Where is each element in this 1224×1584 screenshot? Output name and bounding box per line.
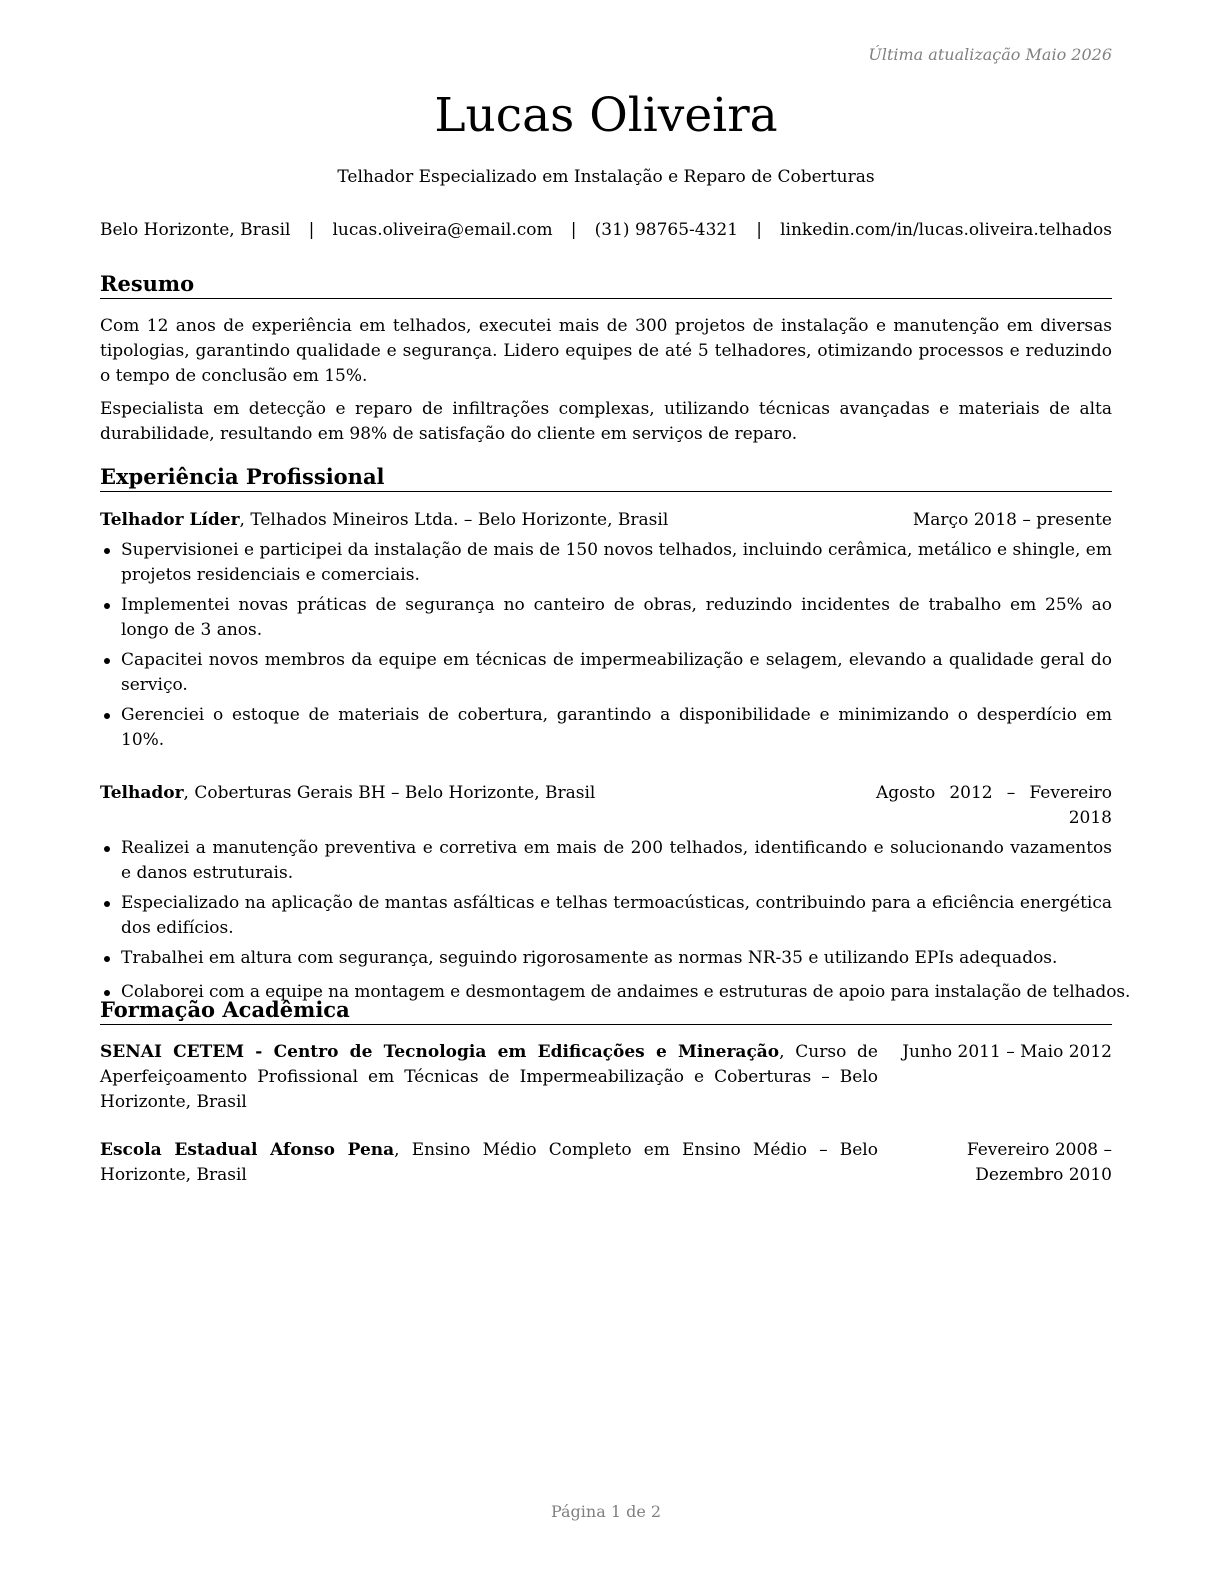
contact-phone: (31) 98765-4321: [594, 220, 739, 240]
list-item: Realizei a manutenção preventiva e corretiva em mais de 200 telhados, identificando e solucionando vazamentos e danos estruturais.: [100, 836, 1112, 886]
resume-page: [100, 0, 1131, 1584]
education-detail: , Curso de Aperfeiçoamento Profissional em Técnicas de Impermeabilização e Coberturas – Belo Horizonte, Brasil: [100, 1042, 878, 1112]
summary-section: [100, 270, 1112, 447]
job-entry: [100, 508, 1112, 753]
section-title-education: Formação Acadêmica: [100, 996, 1112, 1025]
job-bullets: [100, 836, 1131, 1005]
experience-section: [100, 463, 1131, 1005]
education-dates: Fevereiro 2008 – Dezembro 2010: [966, 1140, 1112, 1185]
education-text: [100, 1138, 878, 1188]
job-company: , Telhados Mineiros Ltda. – Belo Horizonte, Brasil: [239, 510, 669, 530]
list-item: Especializado na aplicação de mantas asfálticas e telhas termoacústicas, contribuindo para a eficiência energética dos edifícios.: [100, 891, 1112, 941]
job-role: Telhador Líder: [100, 510, 240, 530]
bullet-icon: [104, 603, 110, 609]
bullet-icon: [104, 956, 110, 962]
contact-linkedin[interactable]: linkedin.com/in/lucas.oliveira.telhados: [780, 220, 1112, 240]
contact-separator: |: [756, 220, 762, 240]
bullet-icon: [104, 658, 110, 664]
education-section: [100, 996, 1112, 1188]
summary-paragraph: Com 12 anos de experiência em telhados, executei mais de 300 projetos de instalação e manutenção em diversas tipologias, garantindo qualidade e segurança. Lidero equipes de até 5 telhadores, otimizando processos e reduzindo o tempo de conclusão em 15%.: [100, 316, 1112, 386]
contact-separator: |: [570, 220, 577, 240]
education-detail: , Ensino Médio Completo em Ensino Médio – Belo Horizonte, Brasil: [100, 1140, 878, 1185]
bullet-icon: [104, 713, 110, 719]
job-entry: [100, 781, 1131, 1005]
job-header: [100, 781, 1112, 831]
list-item: Implementei novas práticas de segurança no canteiro de obras, reduzindo incidentes de trabalho em 25% ao longo de 3 anos.: [100, 593, 1112, 643]
contact-email[interactable]: lucas.oliveira@email.com: [332, 220, 553, 240]
education-entry: [100, 1040, 1112, 1115]
list-item: Trabalhei em altura com segurança, seguindo rigorosamente as normas NR-35 e utilizando EPIs adequados.: [100, 946, 1112, 971]
list-item: Gerenciei o estoque de materiais de cobertura, garantindo a disponibilidade e minimizando o desperdício em 10%.: [100, 703, 1112, 753]
candidate-tagline: Telhador Especializado em Instalação e Reparo de Coberturas: [337, 167, 875, 187]
job-bullets: [100, 538, 1112, 753]
bullet-icon: [104, 846, 110, 852]
job-title-line: [100, 508, 668, 533]
candidate-name: Lucas Oliveira: [434, 88, 778, 143]
bullet-icon: [104, 901, 110, 907]
job-header: [100, 508, 1112, 533]
list-item: Supervisionei e participei da instalação de mais de 150 novos telhados, incluindo cerâmica, metálico e shingle, em projetos residenciais e comerciais.: [100, 538, 1112, 588]
job-role: Telhador: [100, 783, 184, 803]
last-updated: Última atualização Maio 2026: [868, 45, 1112, 64]
summary-paragraph: Especialista em detecção e reparo de infiltrações complexas, utilizando técnicas avançadas e materiais de alta durabilidade, resultando em 98% de satisfação do cliente em serviços de reparo.: [100, 399, 1112, 444]
education-institution: Escola Estadual Afonso Pena: [100, 1140, 395, 1160]
bullet-icon: [104, 548, 110, 554]
page-number: Página 1 de 2: [550, 1502, 662, 1521]
section-title-summary: Resumo: [100, 270, 1112, 299]
list-item: Colaborei com a equipe na montagem e desmontagem de andaimes e estruturas de apoio para instalação de telhados.: [100, 980, 1112, 1005]
job-dates: Agosto 2012 – Fevereiro 2018: [876, 783, 1112, 828]
contact-line: [100, 220, 1112, 240]
job-company: , Coberturas Gerais BH – Belo Horizonte, Brasil: [183, 783, 596, 803]
list-item: Capacitei novos membros da equipe em técnicas de impermeabilização e selagem, elevando a qualidade geral do serviço.: [100, 648, 1112, 698]
job-title-line: [100, 781, 595, 831]
education-text: [100, 1040, 878, 1115]
education-institution: SENAI CETEM - Centro de Tecnologia em Edificações e Mineração: [100, 1042, 780, 1062]
education-entry: [100, 1138, 1112, 1188]
section-title-experience: Experiência Profissional: [100, 463, 1112, 492]
contact-separator: |: [308, 220, 315, 240]
job-dates: Março 2018 – presente: [912, 510, 1112, 530]
contact-location: Belo Horizonte, Brasil: [100, 220, 291, 240]
education-dates: Junho 2011 – Maio 2012: [902, 1042, 1112, 1062]
